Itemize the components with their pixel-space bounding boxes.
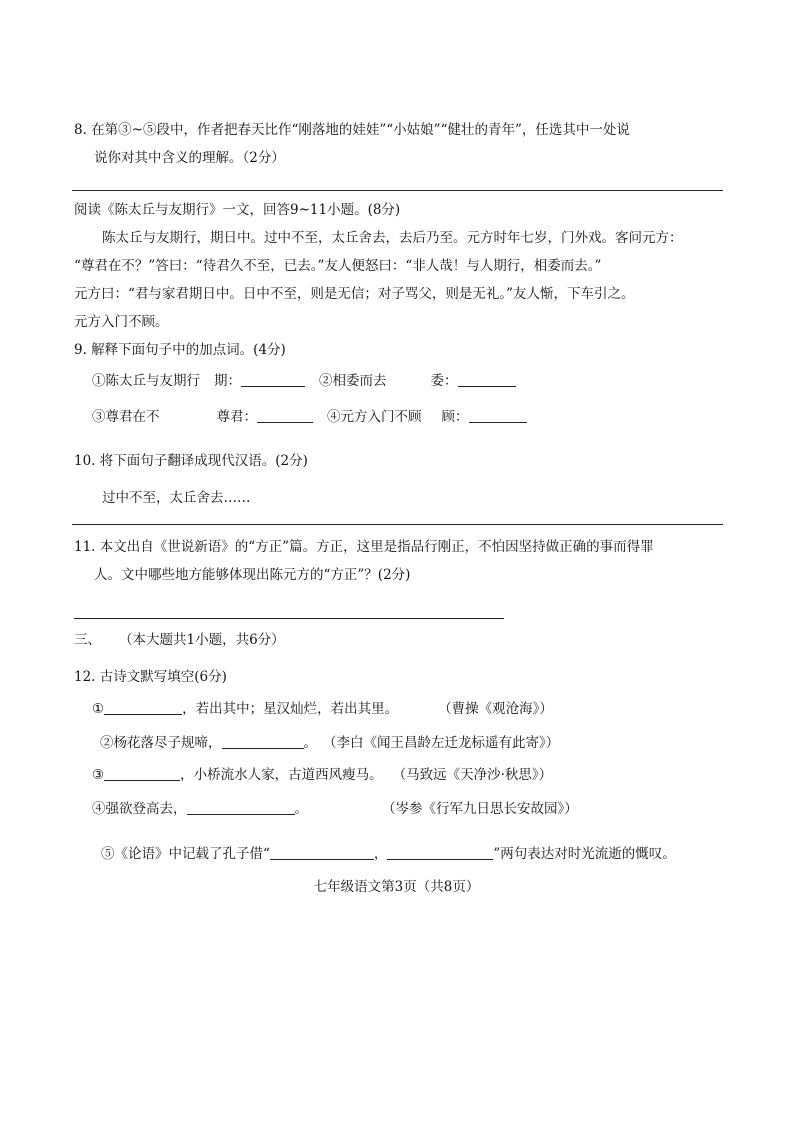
- q12-i5-end: ”两句表达对时光流逝的慨叹。: [493, 846, 676, 862]
- reading-intro: 阅读《陈太丘与友期行》一文，回答9~11小题。(8分): [74, 202, 401, 218]
- q12-item-1: [92, 700, 553, 718]
- q12-item-5: [101, 845, 676, 863]
- q9-c-word: 尊君：: [216, 409, 257, 425]
- passage-line-3: 元方曰：“君与家君期日中。日中不至，则是无信；对子骂父，则是无礼。”友人惭，下车引之。: [74, 286, 635, 302]
- q9-d-blank[interactable]: [469, 408, 527, 423]
- q12-i3-source: （马致远《天净沙·秋思》）: [392, 767, 553, 783]
- q12-i4-source: （岑参《行军九日思长安故园》）: [382, 801, 578, 817]
- q9-b-sentence: ②相委而去: [319, 373, 387, 389]
- q12-i4-text: ④强欲登高去，: [92, 801, 187, 817]
- q12-i4-end: 。: [294, 801, 308, 817]
- q12-i1-marker: ①: [92, 701, 105, 717]
- q10-answer-line: [72, 524, 723, 525]
- q12-i2-source: （李白《闻王昌龄左迁龙标遥有此寄》）: [323, 735, 560, 751]
- page-footer: 七年级语文第3页（共8页）: [313, 879, 480, 895]
- q12-i1-source: （曹操《观沧海》）: [438, 701, 553, 717]
- q12-title: 12. 古诗文默写填空(6分): [74, 669, 227, 685]
- q8-line-2: 说你对其中含义的理解。（2分）: [94, 150, 285, 166]
- q12-i5-comma: ，: [373, 846, 388, 862]
- passage-line-1: 陈太丘与友期行，期日中。过中不至，太丘舍去，去后乃至。元方时年七岁，门外戏。客问元方：: [102, 230, 683, 246]
- q8-line-1: 8. 在第③~⑤段中，作者把春天比作“刚落地的娃娃”“小姑娘”“健壮的青年”，任选其中一处说: [74, 122, 630, 138]
- q9-a-word: 期：: [214, 373, 241, 389]
- q9-b-word: 委：: [430, 373, 458, 389]
- q12-item-4: [92, 800, 578, 818]
- q9-c-blank[interactable]: [257, 408, 313, 423]
- q9-title: 9. 解释下面句子中的加点词。(4分): [74, 342, 286, 358]
- q12-i3-marker: ③: [92, 767, 105, 783]
- q12-i5-text: ⑤《论语》中记载了孔子借“: [101, 846, 270, 862]
- q12-i2-text: ②杨花落尽子规啼，: [100, 735, 222, 751]
- q9-b-blank[interactable]: [458, 372, 516, 387]
- q9-d-sentence: ④元方入门不顾: [327, 409, 422, 425]
- passage-line-4: 元方入门不顾。: [74, 314, 169, 330]
- q12-i3-text: ，小桥流水人家，古道西风瘦马。: [180, 767, 383, 783]
- q11-line-2: 人。文中哪些地方能够体现出陈元方的“方正”？(2分): [94, 567, 411, 583]
- q9-row-2: [92, 408, 527, 426]
- q8-answer-line: [72, 190, 723, 191]
- q11-answer-line: [74, 618, 504, 619]
- q12-item-3: [92, 766, 552, 784]
- q10-title: 10. 将下面句子翻译成现代汉语。(2分): [74, 453, 308, 469]
- section-3-desc: （本大题共1小题，共6分）: [119, 632, 285, 648]
- q12-i1-blank[interactable]: [104, 700, 182, 715]
- q12-item-2: [100, 734, 559, 752]
- q10-sentence: 过中不至，太丘舍去……: [102, 490, 251, 506]
- q12-i3-blank[interactable]: [104, 766, 180, 781]
- q9-a-blank[interactable]: [241, 372, 305, 387]
- q9-d-word: 顾：: [441, 409, 469, 425]
- q12-i2-end: 。: [303, 735, 317, 751]
- q12-i5-blank-1[interactable]: [270, 845, 374, 860]
- q12-i4-blank[interactable]: [187, 800, 295, 815]
- section-3-heading: [74, 631, 285, 649]
- q11-line-1: 11. 本文出自《世说新语》的“方正”篇。方正，这里是指品行刚正，不怕因坚持做正确的事而得罪: [74, 539, 654, 555]
- q12-i5-blank-2[interactable]: [387, 845, 493, 860]
- section-3-label: 三、: [74, 632, 101, 648]
- q9-row-1: [92, 372, 516, 390]
- q12-i2-blank[interactable]: [222, 734, 304, 749]
- q9-c-sentence: ③尊君在不: [92, 409, 160, 425]
- q9-a-sentence: ①陈太丘与友期行: [92, 373, 200, 389]
- q12-i1-text: ，若出其中；星汉灿烂，若出其里。: [182, 701, 399, 717]
- passage-line-2: “尊君在不？”答曰：“待君久不至，已去。”友人便怒曰：“非人哉！与人期行，相委而去。”: [74, 258, 602, 274]
